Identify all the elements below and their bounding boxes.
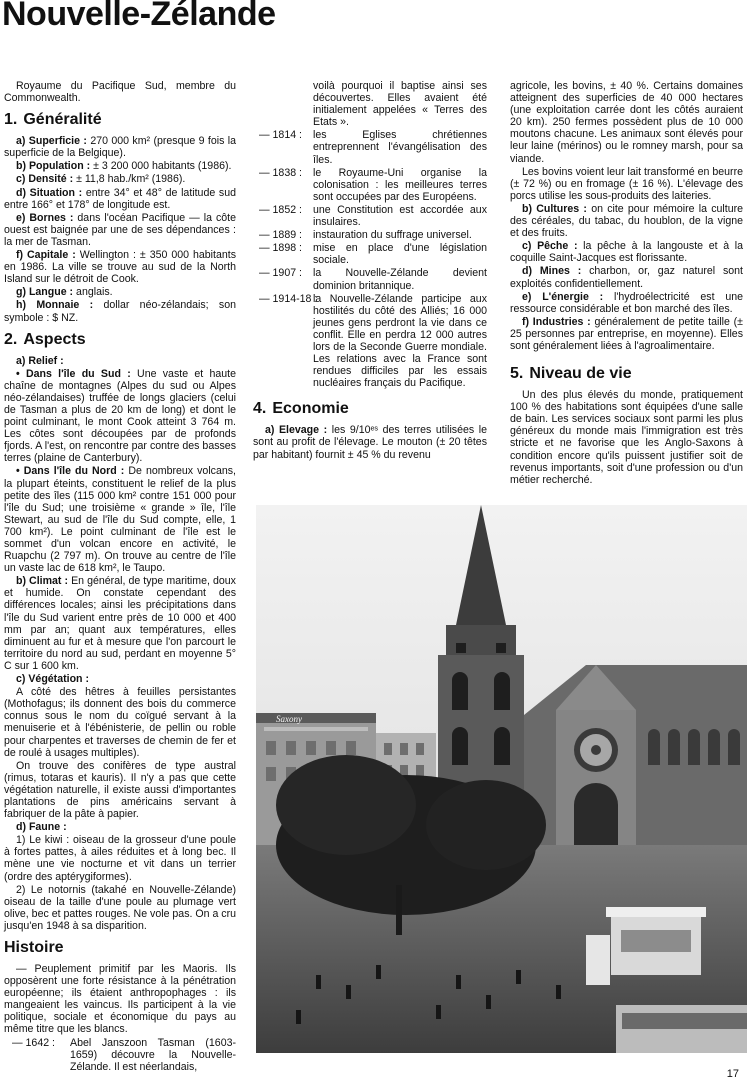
timeline-year: — 1838 :: [259, 166, 302, 179]
item-text: entre 34° et 48° de latitude sud entre 166° et 178° de longitude est.: [4, 186, 236, 211]
item-langue: [4, 286, 236, 298]
page-number: 17: [726, 1068, 739, 1080]
column-2: [253, 80, 487, 462]
item-peche: [510, 240, 743, 264]
item-cultures: [510, 203, 743, 239]
item-elevage: [253, 424, 487, 460]
timeline-text: mise en place d'une législation sociale.: [313, 242, 487, 267]
timeline-year: — 1907 :: [259, 267, 302, 280]
item-elevage-continued: agricole, les bovins, ± 40 %. Certains domaines atteignent des superficies de 40 000 hectares (une exploitation carrée dont les côtés auraient 20 km). 250 fermes possèdent plus de 10 000 moutons chacune. Les animaux sont élevés pour leur laine (mérinos) ou le romney marsh, pour sa viande.: [510, 80, 743, 165]
item-industries: [510, 316, 743, 352]
item-label: • Dans l'île du Nord :: [16, 465, 125, 478]
item-label: c) Pêche :: [522, 240, 578, 253]
item-text: Une vaste et haute chaîne de montagnes (Alpes du sud ou Alpes néo-zélandaises) truffée de longs glaciers (celui de Tasman a plus de 20 km de long) et dont le point culminant, le mont Cook atteint 3 764 m. Les côtes sont découpées par de profonds fjords. A l'est, on rencontre par contre des basses terres (plaine de Canterbury).: [4, 367, 236, 465]
item-label: a) Relief :: [16, 354, 64, 367]
intro-text: Royaume du Pacifique Sud, membre du Commonwealth.: [4, 80, 236, 105]
timeline-entry: [253, 129, 487, 165]
item-text: ± 3 200 000 habitants (1986).: [93, 160, 232, 173]
timeline-text: la Nouvelle-Zélande devient dominion britannique.: [313, 267, 487, 292]
timeline-entry: [253, 293, 487, 390]
item-elevage-bovins: Les bovins voient leur lait transformé en beurre (± 72 %) ou en fromage (± 16 %). L'élevage des porcs utilise les sous-produits des laiteries.: [510, 165, 743, 202]
section-number: 1.: [4, 111, 18, 129]
column-1: [4, 80, 236, 1073]
item-text: anglais.: [76, 286, 113, 299]
section-title: Aspects: [23, 330, 86, 348]
item-label: e) L'énergie :: [522, 290, 604, 303]
item-label: d) Faune :: [16, 821, 67, 834]
item-text: 270 000 km² (presque 9 fois la superficie de la Belgique).: [4, 135, 236, 160]
section-number: 5.: [510, 365, 524, 383]
item-relief: [4, 355, 236, 367]
item-text: dans l'océan Pacifique — la côte ouest est baignée par une de ses dépendances : la mer de Tasman.: [4, 211, 236, 248]
item-vegetation-text-1: A côté des hêtres à feuilles persistantes (Mothofagus; ils donnent des bois du commerce connus sous le nom du coïgué servant à la menuiserie et à l'ébénisterie, de pellin ou roble pour charpentes et traverses de chemin de fer et de roulé à usages multiples).: [4, 686, 236, 759]
item-label: c) Végétation :: [16, 673, 89, 686]
photo-shop-sign: Saxony: [276, 714, 302, 724]
item-text: Wellington : ± 350 000 habitants en 1986. La ville se trouve au sud de la North Island sur le détroit de Cook.: [4, 249, 236, 286]
niveau-de-vie-text: Un des plus élevés du monde, pratiquement 100 % des habitations sont équipées d'une salle de bain. Les services sociaux sont parmi les plus généreux du monde mais l'immigration est très stricte et ne favorise que les Anglo-Saxons à condition encore qu'ils puissent justifier soit de revenus importants, soit d'une profession ou d'un métier recherché.: [510, 389, 743, 486]
item-label: d) Situation :: [16, 186, 83, 199]
timeline-year: — 1898 :: [259, 242, 302, 255]
item-mines: [510, 265, 743, 289]
item-label: c) Densité :: [16, 173, 74, 186]
item-climat: [4, 575, 236, 672]
item-label: h) Monnaie :: [16, 299, 94, 312]
item-faune-notornis: 2) Le notornis (takahé en Nouvelle-Zélande) oiseau de la taille d'une poule au plumage vert olive, bec et pattes rouges. Ne vole pas. On a cru jusqu'en 1948 à sa disparition.: [4, 883, 237, 932]
item-text: De nombreux volcans, la plupart éteints, constituent le relief de la plus petite des îles (115 000 km² contre 151 000 pour l'île du Sud; une troisième « grande » île, l'île Stewart, au sud de l'île du Sud compte, elle, 1 700 km²). Le point culminant de l'île est le sommet d'un volcan encore en activité, le Ruapchu (2 797 m). On trouve au centre de l'île un vaste lac de 618 km², le Taupo.: [4, 465, 236, 575]
item-label: a) Superficie :: [16, 135, 87, 148]
timeline-text: les Eglises chrétiennes entreprennent l'évangélisation des îles.: [313, 129, 487, 166]
item-densite: [4, 173, 236, 185]
timeline-entry-1642: [4, 1037, 236, 1073]
section-title: Niveau de vie: [529, 365, 632, 383]
timeline-text: la Nouvelle-Zélande participe aux hostilités du côté des Alliés; 16 000 jeunes gens perdront la vie dans ce conflit. Elle en perdra 12 000 autres lors de la Seconde Guerre mondiale. Les relations avec la France sont rendues difficiles par les essais nucléaires français du Pacifique.: [313, 292, 487, 390]
timeline-year: — 1914-18 :: [259, 292, 318, 305]
item-superficie: [4, 135, 236, 159]
item-label: d) Mines :: [522, 265, 582, 278]
timeline-entry: [253, 167, 487, 203]
item-population: [4, 160, 236, 172]
section-title: Généralité: [23, 111, 102, 129]
section-heading-niveau-de-vie: [510, 364, 743, 383]
item-vegetation-text-2: On trouve des conifères de type austral (rimus, totaras et kauris). Il n'y a pas que cette végétation naturelle, il existe aussi d'importantes plantations de pins américains servant à fabriquer de la pâte à papier.: [4, 759, 236, 821]
section-title: Economie: [272, 400, 349, 418]
timeline-entry: [253, 229, 487, 241]
timeline-year: — 1852 :: [259, 203, 302, 216]
section-number: 2.: [4, 330, 18, 348]
timeline-year: — 1814 :: [259, 129, 302, 142]
item-label: a) Elevage :: [265, 424, 328, 437]
histoire-intro: — Peuplement primitif par les Maoris. Ils opposèrent une forte résistance à la pénétration européenne; ils étaient anthropophages : ils mangeaient les vaincus. Ils participent à la vie politique, sociale et économique du pays au même titre que les blancs.: [4, 963, 236, 1036]
item-faune-label: [4, 821, 236, 833]
timeline-entry-1642-continued: [253, 80, 487, 128]
item-label: e) Bornes :: [16, 211, 74, 224]
timeline-entry: [253, 204, 487, 228]
item-text: les 9/10ᵉˢ des terres utilisées le sont au profit de l'élevage. Le mouton (± 20 têtes par habitant) fournit ± 45 % du revenu: [253, 424, 487, 461]
item-text: ± 11,8 hab./km² (1986).: [76, 173, 186, 186]
item-energie: [510, 291, 743, 315]
item-text: la pêche à la langouste et à la coquille Saint-Jacques est florissante.: [510, 240, 744, 265]
item-text: on cite pour mémoire la culture des céréales, du tabac, du houblon, de la vigne et des fruits.: [510, 202, 744, 240]
item-label: f) Industries :: [522, 315, 591, 328]
item-text: charbon, or, gaz naturel sont exploités confidentiellement.: [510, 265, 743, 290]
section-heading-economie: [253, 399, 487, 418]
timeline-text: Abel Janszoon Tasman (1603-1659) découvre la Nouvelle-Zélande. Il est néerlandais,: [70, 1036, 236, 1073]
column-3: [510, 80, 743, 487]
timeline-list: [253, 129, 487, 389]
item-label: • Dans l'île du Sud :: [16, 367, 131, 380]
item-text: généralement de petite taille (± 25 personnes par entreprise, en moyenne). Elles sont généralement liées à l'agroalimentaire.: [510, 315, 743, 352]
section-heading-generalite: [4, 110, 236, 129]
item-label: g) Langue :: [16, 286, 74, 299]
section-heading-aspects: [4, 330, 236, 349]
section-number: 4.: [253, 400, 267, 418]
section-heading-histoire: Histoire: [4, 939, 64, 956]
timeline-entry: [253, 267, 487, 291]
item-text: En général, de type maritime, doux et humide. On constate cependant des différences locales; ainsi les précipitations dans l'île du Sud varient entre près de 10 000 et 400 mm par an; quant aux températures, elles diminuent au fur et à mesure que l'on parcourt le territoire du nord au sud, perdant en moyenne 5° C sur 1 600 km.: [4, 575, 236, 672]
item-label: f) Capitale :: [16, 249, 76, 262]
item-text: l'hydroélectricité est une ressource considérable et bon marché des îles.: [510, 290, 743, 315]
timeline-text: instauration du suffrage universel.: [313, 229, 472, 242]
item-vegetation-label: [4, 673, 236, 685]
timeline-text: une Constitution est accordée aux insulaires.: [313, 203, 487, 229]
item-bornes: [4, 212, 236, 248]
item-text: dollar néo-zélandais; son symbole : $ NZ.: [4, 299, 236, 324]
timeline-year: — 1642 :: [12, 1036, 55, 1049]
timeline-entry: [253, 242, 487, 266]
item-capitale: [4, 249, 236, 285]
item-ile-du-nord: [4, 465, 236, 574]
item-label: b) Population :: [16, 160, 91, 173]
item-faune-kiwi: 1) Le kiwi : oiseau de la grosseur d'une poule à fortes pattes, à ailes réduites et à long bec. Il mène une vie nocturne et vit dans un terrier (ordre des aptérygiformes).: [4, 834, 236, 883]
item-situation: [4, 187, 236, 211]
item-label: b) Climat :: [16, 575, 69, 588]
item-monnaie: [4, 299, 236, 323]
timeline-text: voilà pourquoi il baptise ainsi ses découvertes. Elles avaient été initialement appelées « Terres des Etats ».: [313, 80, 487, 129]
timeline-text: le Royaume-Uni organise la colonisation : les meilleures terres sont occupées par des Européens.: [313, 166, 487, 203]
page-title: Nouvelle-Zélande: [2, 0, 276, 33]
timeline-year: — 1889 :: [259, 229, 302, 242]
item-label: b) Cultures :: [522, 202, 587, 215]
cathedral-photo: [256, 505, 747, 1053]
item-ile-du-sud: [4, 368, 236, 465]
